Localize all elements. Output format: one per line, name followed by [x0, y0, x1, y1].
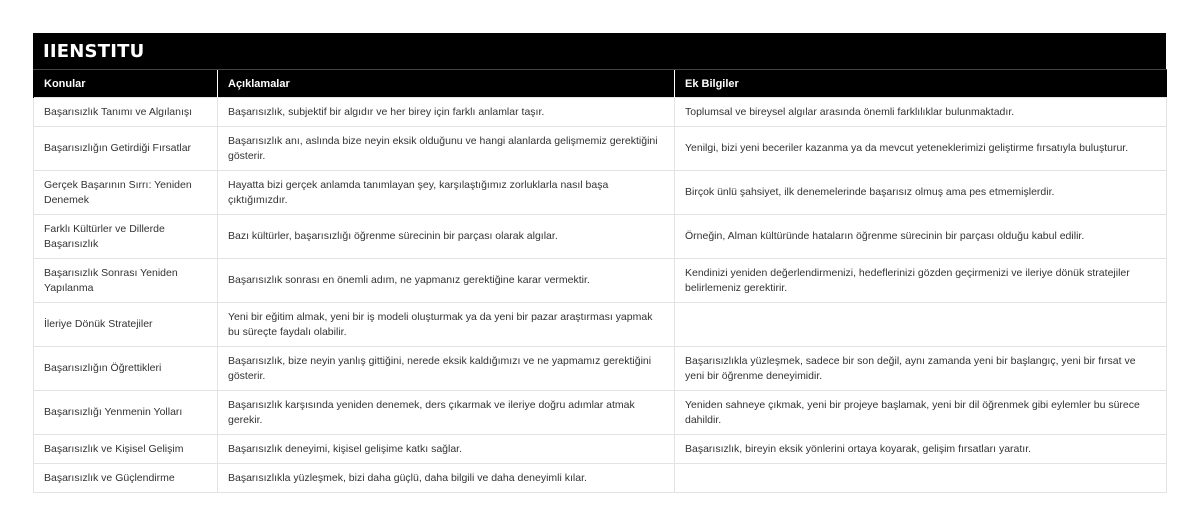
- cell-topic: Başarısızlığın Öğrettikleri: [34, 347, 218, 391]
- content-table-container: [33, 33, 1166, 493]
- cell-topic: Başarısızlığı Yenmenin Yolları: [34, 391, 218, 435]
- cell-extra-info: [675, 464, 1167, 493]
- cell-extra-info: Yenilgi, bizi yeni beceriler kazanma ya da mevcut yeteneklerimizi geliştirme fırsatıyla buluşturur.: [675, 127, 1167, 171]
- table-row: [34, 435, 1167, 464]
- cell-description: Hayatta bizi gerçek anlamda tanımlayan şey, karşılaştığımız zorluklarla nasıl başa çıktığımızdır.: [218, 171, 675, 215]
- cell-topic: Başarısızlık Sonrası Yeniden Yapılanma: [34, 259, 218, 303]
- table-row: [34, 391, 1167, 435]
- cell-topic: Farklı Kültürler ve Dillerde Başarısızlık: [34, 215, 218, 259]
- table-row: [34, 303, 1167, 347]
- column-header-ek-bilgiler: Ek Bilgiler: [675, 70, 1167, 98]
- cell-topic: Başarısızlık ve Kişisel Gelişim: [34, 435, 218, 464]
- cell-topic: Başarısızlık ve Güçlendirme: [34, 464, 218, 493]
- cell-extra-info: [675, 303, 1167, 347]
- table-row: [34, 127, 1167, 171]
- table-row: [34, 259, 1167, 303]
- cell-description: Başarısızlıkla yüzleşmek, bizi daha güçlü, daha bilgili ve daha deneyimli kılar.: [218, 464, 675, 493]
- cell-topic: Başarısızlığın Getirdiği Fırsatlar: [34, 127, 218, 171]
- header-row: [34, 70, 1167, 98]
- cell-extra-info: Kendinizi yeniden değerlendirmenizi, hedeflerinizi gözden geçirmenizi ve ileriye dönük stratejiler belirlemeniz gerektirir.: [675, 259, 1167, 303]
- cell-extra-info: Birçok ünlü şahsiyet, ilk denemelerinde başarısız olmuş ama pes etmemişlerdir.: [675, 171, 1167, 215]
- cell-description: Başarısızlık karşısında yeniden denemek, ders çıkarmak ve ileriye doğru adımlar atmak gerekir.: [218, 391, 675, 435]
- cell-description: Başarısızlık sonrası en önemli adım, ne yapmanız gerektiğine karar vermektir.: [218, 259, 675, 303]
- table-header: [34, 70, 1167, 98]
- table-row: [34, 98, 1167, 127]
- cell-description: Yeni bir eğitim almak, yeni bir iş modeli oluşturmak ya da yeni bir pazar araştırması yapmak bu süreçte faydalı olabilir.: [218, 303, 675, 347]
- table-row: [34, 347, 1167, 391]
- table-row: [34, 171, 1167, 215]
- cell-topic: Başarısızlık Tanımı ve Algılanışı: [34, 98, 218, 127]
- cell-description: Bazı kültürler, başarısızlığı öğrenme sürecinin bir parçası olarak algılar.: [218, 215, 675, 259]
- cell-description: Başarısızlık, bize neyin yanlış gittiğini, nerede eksik kaldığımızı ve ne yapmamız gerektiğini gösterir.: [218, 347, 675, 391]
- cell-extra-info: Yeniden sahneye çıkmak, yeni bir projeye başlamak, yeni bir dil öğrenmek gibi eylemler bu sürece dahildir.: [675, 391, 1167, 435]
- topics-table: [33, 69, 1167, 493]
- cell-extra-info: Örneğin, Alman kültüründe hataların öğrenme sürecinin bir parçası olduğu kabul edilir.: [675, 215, 1167, 259]
- cell-topic: İleriye Dönük Stratejiler: [34, 303, 218, 347]
- table-row: [34, 464, 1167, 493]
- brand-logo-text: IIENSTITU: [43, 40, 145, 62]
- column-header-aciklamalar: Açıklamalar: [218, 70, 675, 98]
- cell-extra-info: Başarısızlıkla yüzleşmek, sadece bir son değil, aynı zamanda yeni bir başlangıç, yeni bir fırsat ve yeni bir öğrenme deneyimidir.: [675, 347, 1167, 391]
- cell-extra-info: Toplumsal ve bireysel algılar arasında önemli farklılıklar bulunmaktadır.: [675, 98, 1167, 127]
- table-body: [34, 98, 1167, 493]
- cell-description: Başarısızlık, subjektif bir algıdır ve her birey için farklı anlamlar taşır.: [218, 98, 675, 127]
- cell-description: Başarısızlık deneyimi, kişisel gelişime katkı sağlar.: [218, 435, 675, 464]
- cell-extra-info: Başarısızlık, bireyin eksik yönlerini ortaya koyarak, gelişim fırsatları yaratır.: [675, 435, 1167, 464]
- column-header-konular: Konular: [34, 70, 218, 98]
- table-row: [34, 215, 1167, 259]
- cell-topic: Gerçek Başarının Sırrı: Yeniden Denemek: [34, 171, 218, 215]
- cell-description: Başarısızlık anı, aslında bize neyin eksik olduğunu ve hangi alanlarda gelişmemiz gerektiğini gösterir.: [218, 127, 675, 171]
- brand-header: [33, 33, 1166, 69]
